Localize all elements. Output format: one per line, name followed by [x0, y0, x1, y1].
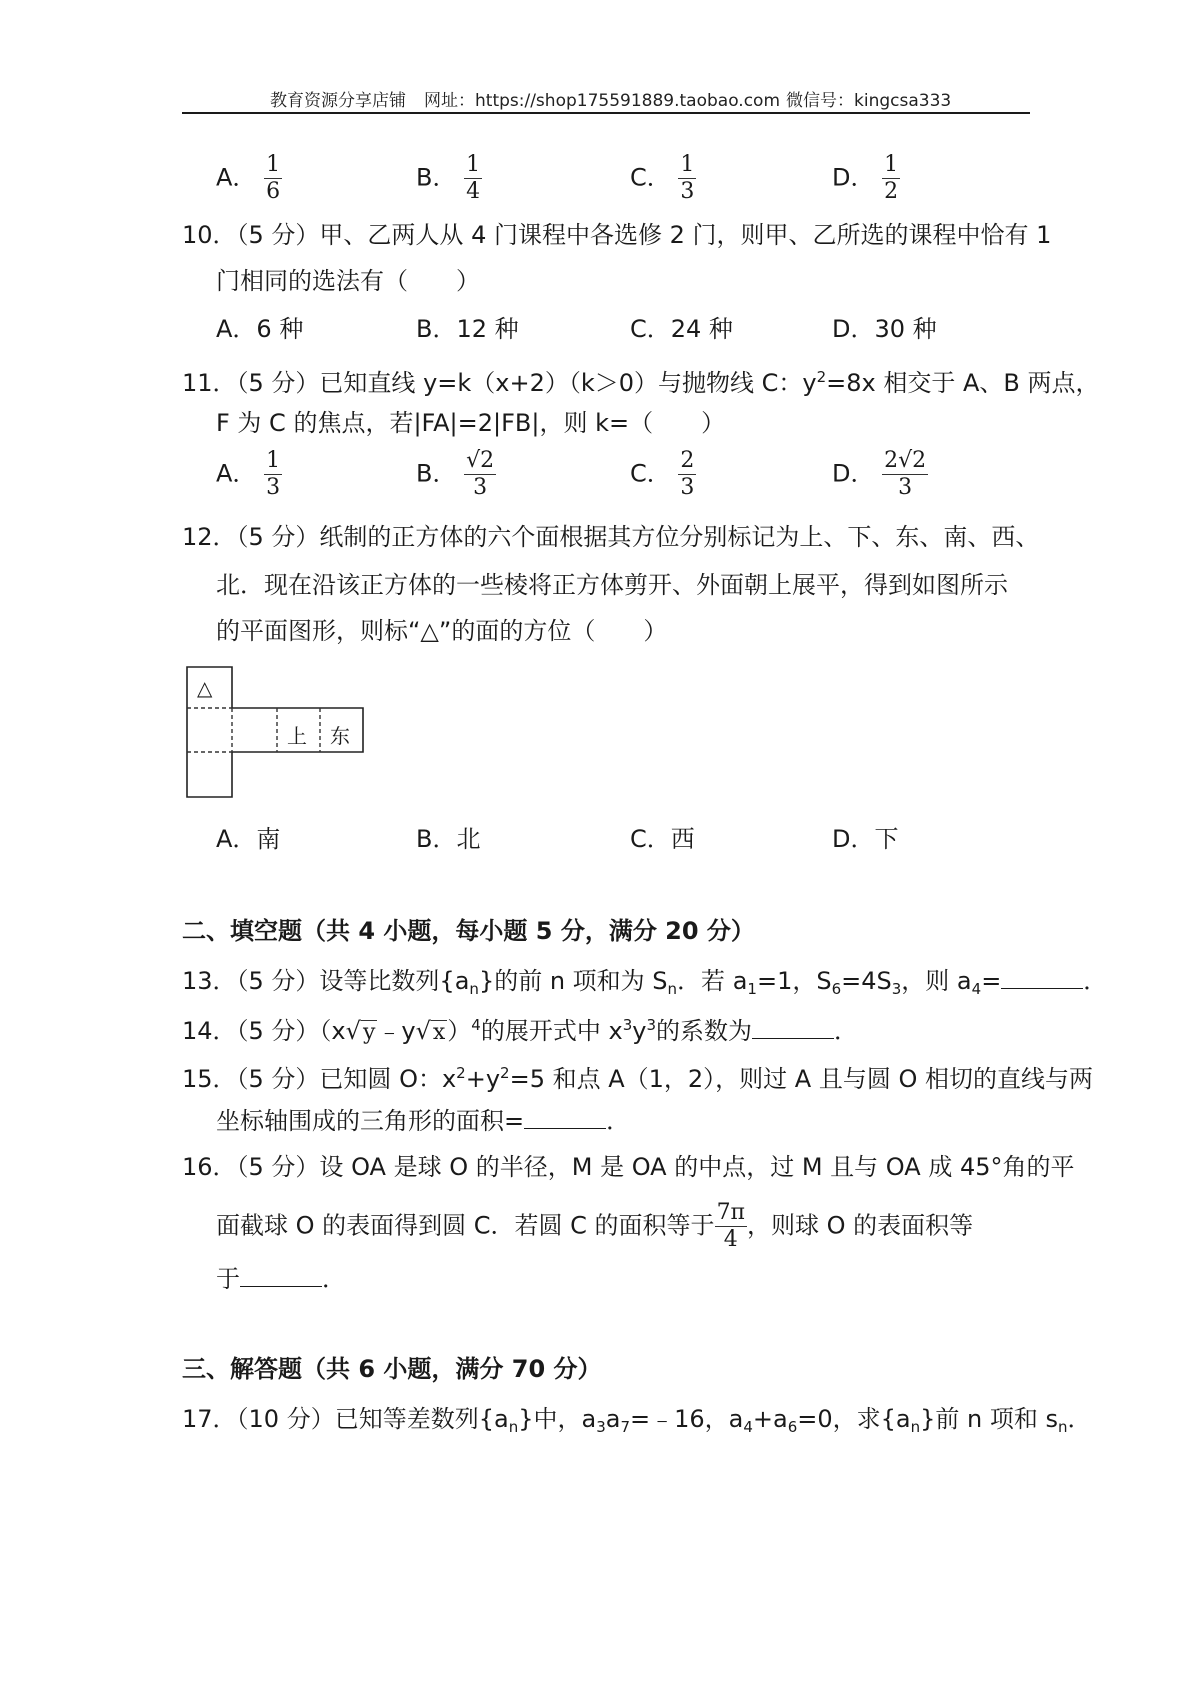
q15-answer-blank [524, 1104, 606, 1129]
header-wechat: 微信号：kingcsa333 [786, 91, 952, 111]
q13: 13．（5 分）设等比数列$\{a_n\}$的前 n 项和为 $S_n$．若 $a_1=1$，$S_6=4S_3$，则 $a_4=$ ． [182, 964, 1107, 1004]
q12-option-a: A．南 [216, 825, 281, 853]
q11-line1: 11．（5 分）已知直线 y=k（x+2）（k＞0）与抛物线 C：$y^2=8x$ 相交于 A、B 两点， [182, 368, 1100, 397]
section-3-heading: 三、解答题（共 6 小题，满分 70 分） [182, 1355, 602, 1383]
q12-option-d: D．下 [832, 825, 899, 853]
q12-line1: 12．（5 分）纸制的正方体的六个面根据其方位分别标记为上、下、东、南、西、 [182, 523, 1040, 551]
q17: 17．（10 分）已知等差数列$\{a_n\}$中，$a_3a_7=﹣16$，$a_4+a_6=0$，求$\{a_n\}$前 n 项和 $s_n$． [182, 1405, 1092, 1436]
q9-option-c: C． $\frac{1}{3}$ [630, 152, 695, 204]
header-url: 网址：https://shop175591889.taobao.com [424, 91, 781, 111]
q10-option-c: C．24 种 [630, 315, 733, 343]
q10-option-b: B．12 种 [416, 315, 519, 343]
q11-option-b: B． $\frac{√2}{3}$ [416, 448, 495, 500]
q15-line2: 坐标轴围成的三角形的面积= ． [216, 1104, 630, 1136]
header-shop: 教育资源分享店铺 [270, 91, 406, 111]
q10-line2: 门相同的选法有（ ） [216, 267, 480, 295]
q10-option-a: A．6 种 [216, 315, 304, 343]
q14: 14．（5 分）（x√y﹣y√x）$^4$的展开式中 $x^3y^3$的系数为 ． [182, 1016, 858, 1045]
q11-option-c: C． $\frac{2}{3}$ [630, 448, 695, 500]
q9-option-a: A． $\frac{1}{6}$ [216, 152, 281, 204]
q16-line3: 于 ． [216, 1262, 346, 1294]
q11-line2: F 为 C 的焦点，若|FA|=2|FB|，则 k=（ ） [216, 409, 726, 437]
q13-answer-blank [1001, 964, 1083, 989]
q15-line1: 15．（5 分）已知圆 O：$x^2+y^2=5$ 和点 A（1，2），则过 A 且与圆 O 相切的直线与两 [182, 1064, 1093, 1093]
q9-option-b: B． $\frac{1}{4}$ [416, 152, 481, 204]
q9-option-d: D． $\frac{1}{2}$ [832, 152, 899, 204]
q16-line1: 16．（5 分）设 OA 是球 O 的半径，M 是 OA 的中点，过 M 且与 OA 成 45°角的平 [182, 1153, 1075, 1181]
header-rule [182, 112, 1030, 114]
net-face-triangle: △ [197, 676, 213, 700]
q16-line2: 面截球 O 的表面得到圆 C．若圆 C 的面积等于 $\frac{7\pi}{4}$ ，则球 O 的表面积等 [216, 1200, 974, 1252]
q11-option-d: D． $\frac{2√2}{3}$ [832, 448, 927, 500]
net-face-up: 上 [287, 724, 307, 748]
q12-option-b: B．北 [416, 825, 481, 853]
q10-line1: 10．（5 分）甲、乙两人从 4 门课程中各选修 2 门，则甲、乙所选的课程中恰有 1 [182, 221, 1052, 249]
net-face-east: 东 [330, 724, 350, 748]
q12-option-c: C．西 [630, 825, 695, 853]
section-2-heading: 二、填空题（共 4 小题，每小题 5 分，满分 20 分） [182, 917, 755, 945]
q12-line2: 北．现在沿该正方体的一些棱将正方体剪开、外面朝上展平，得到如图所示 [216, 571, 1008, 599]
q10-option-d: D．30 种 [832, 315, 937, 343]
q12-line3: 的平面图形，则标“△”的面的方位（ ） [216, 617, 668, 645]
q16-answer-blank [240, 1262, 322, 1287]
q11-option-a: A． $\frac{1}{3}$ [216, 448, 281, 500]
q14-answer-blank [752, 1014, 834, 1039]
